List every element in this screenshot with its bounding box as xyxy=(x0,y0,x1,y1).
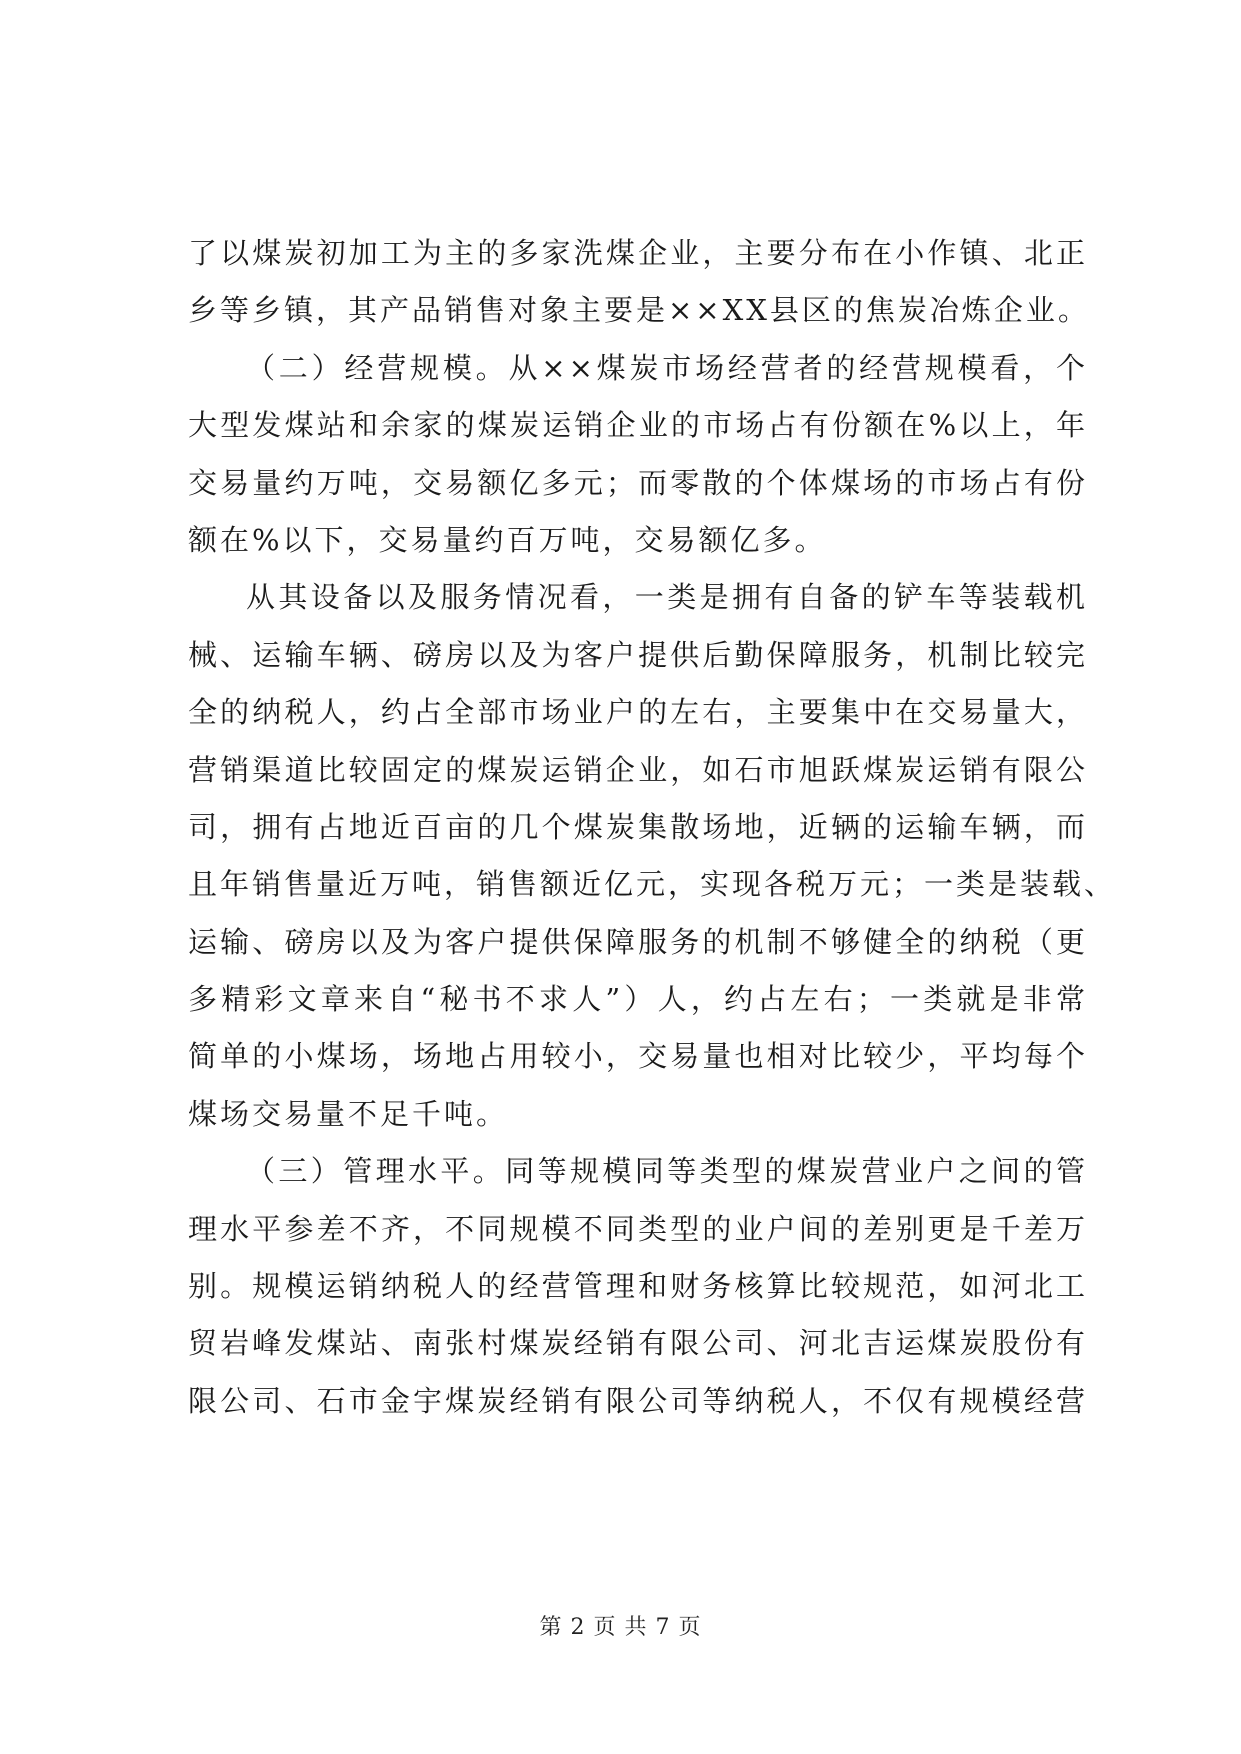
text-line: 额在%以下，交易量约百万吨，交易额亿多。 xyxy=(188,522,827,557)
text-line: 交易量约万吨，交易额亿多元；而零散的个体煤场的市场占有份 xyxy=(188,465,1088,500)
text-line: 理水平参差不齐，不同规模不同类型的业户间的差别更是千差万 xyxy=(188,1211,1088,1246)
text-line: 司，拥有占地近百亩的几个煤炭集散场地，近辆的运输车辆，而 xyxy=(188,809,1088,844)
text-line: 了以煤炭初加工为主的多家洗煤企业，主要分布在小作镇、北正 xyxy=(188,236,1088,270)
page-footer: 第 2 页 共 7 页 xyxy=(539,1615,702,1640)
text-line: 大型发煤站和余家的煤炭运销企业的市场占有份额在%以上，年 xyxy=(188,408,1088,443)
text-line: 煤场交易量不足千吨。 xyxy=(188,1096,509,1131)
text-line: 全的纳税人，约占全部市场业户的左右，主要集中在交易量大， xyxy=(188,695,1088,730)
text-line: （三）管理水平。同等规模同等类型的煤炭营业户之间的管 xyxy=(246,1154,1088,1189)
text-line: 简单的小煤场，场地占用较小，交易量也相对比较少，平均每个 xyxy=(188,1039,1088,1074)
text-line: （二）经营规模。从××煤炭市场经营者的经营规模看，个 xyxy=(246,350,1088,385)
text-line: 乡等乡镇，其产品销售对象主要是××XX县区的焦炭冶炼企业。 xyxy=(188,293,1090,328)
text-line: 别。规模运销纳税人的经营管理和财务核算比较规范，如河北工 xyxy=(188,1269,1088,1304)
body-text xyxy=(188,225,1117,1430)
text-line: 且年销售量近万吨，销售额近亿元，实现各税万元；一类是装载、 xyxy=(188,867,1117,902)
text-line: 营销渠道比较固定的煤炭运销企业，如石市旭跃煤炭运销有限公 xyxy=(188,752,1088,787)
text-line: 从其设备以及服务情况看，一类是拥有自备的铲车等装载机 xyxy=(246,580,1088,615)
text-line: 限公司、石市金宇煤炭经销有限公司等纳税人，不仅有规模经营 xyxy=(188,1383,1088,1418)
text-line: 械、运输车辆、磅房以及为客户提供后勤保障服务，机制比较完 xyxy=(188,637,1088,672)
text-line: 运输、磅房以及为客户提供保障服务的机制不够健全的纳税（更 xyxy=(188,924,1088,959)
text-line: 多精彩文章来自“秘书不求人”）人，约占左右；一类就是非常 xyxy=(188,982,1088,1017)
text-line: 贸岩峰发煤站、南张村煤炭经销有限公司、河北吉运煤炭股份有 xyxy=(188,1326,1088,1361)
